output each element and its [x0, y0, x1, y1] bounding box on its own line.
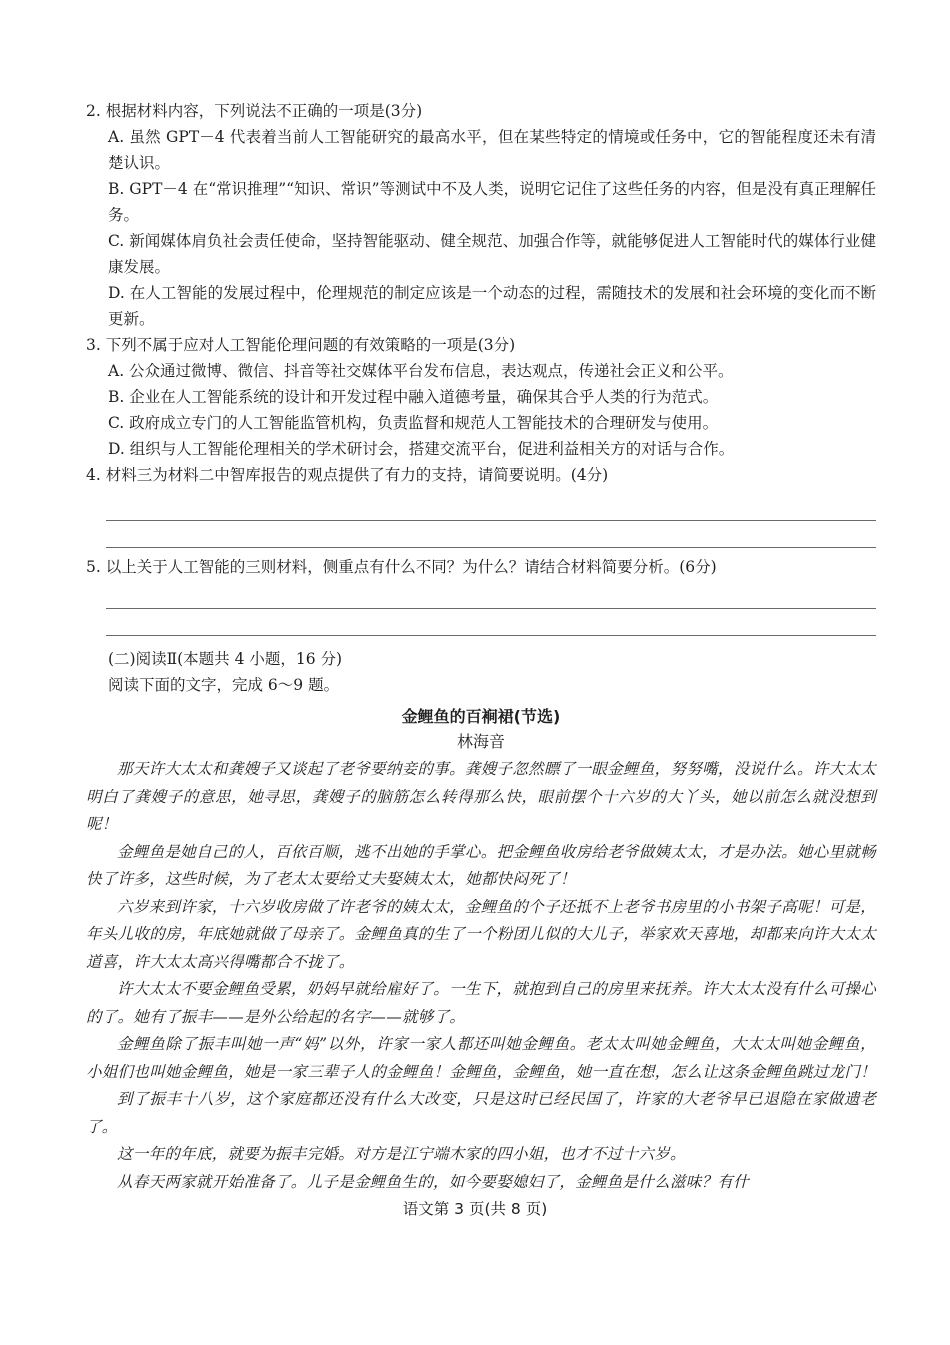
question-5-stem: 5. 以上关于人工智能的三则材料，侧重点有什么不同？为什么？请结合材料简要分析。(6分): [86, 558, 717, 576]
question-3-option-a: A. 公众通过微博、微信、抖音等社交媒体平台发布信息，表达观点，传递社会正义和公平。: [108, 362, 734, 380]
story-paragraph: 这一年的年底，就要为振丰完婚。对方是江宁端木家的四小姐，也才不过十六岁。: [117, 1145, 686, 1163]
story-author: 林海音: [456, 732, 505, 751]
story-paragraph: 许大太太不要金鲤鱼受累，奶妈早就给雇好了。一生下，就抱到自己的房里来抚养。许大太太没有什么可操心的了。她有了振丰——是外公给起的名字——就够了。: [86, 980, 876, 1026]
page-footer: 语文第 3 页(共 8 页): [402, 1200, 548, 1218]
question-3-option-c: C. 政府成立专门的人工智能监管机构，负责监督和规范人工智能技术的合理研发与使用。: [108, 414, 719, 432]
question-2-option-b: B. GPT－4 在“常识推理”“知识、常识”等测试中不及人类，说明它记住了这些任务的内容，但是没有真正理解任务。: [108, 180, 876, 224]
questions-section: [86, 98, 876, 636]
answer-line: [106, 547, 876, 548]
question-2-option-d: D. 在人工智能的发展过程中，伦理规范的制定应该是一个动态的过程，需随技术的发展和社会环境的变化而不断更新。: [108, 284, 876, 328]
story-paragraph: 六岁来到许家，十六岁收房做了许老爷的姨太太，金鲤鱼的个子还抵不上老爷书房里的小书架子高呢！可是，年头儿收的房，年底她就做了母亲了。金鲤鱼真的生了一个粉团儿似的大儿子，举家欢天喜地，却都来向许大太太道喜，许大太太高兴得嘴都合不拢了。: [86, 897, 877, 971]
story-paragraph: 到了振丰十八岁，这个家庭都还没有什么大改变，只是这时已经民国了，许家的大老爷早已退隐在家做遗老了。: [86, 1090, 876, 1136]
question-3-option-d: D. 组织与人工智能伦理相关的学术研讨会，搭建交流平台，促进利益相关方的对话与合作。: [108, 440, 735, 458]
story-paragraph: 金鲤鱼是她自己的人，百依百顺，逃不出她的手掌心。把金鲤鱼收房给老爷做姨太太，才是办法。她心里就畅快了许多，这些时候，为了老太太要给丈夫娶姨太太，她都快闷死了！: [86, 842, 876, 888]
story-paragraph: 从春天两家就开始准备了。儿子是金鲤鱼生的，如今要娶媳妇了，金鲤鱼是什么滋味？有什: [117, 1172, 750, 1191]
story-title: 金鲤鱼的百裥裙(节选): [401, 707, 561, 726]
story-paragraph: 那天许大太太和龚嫂子又谈起了老爷要纳妾的事。龚嫂子忽然瞟了一眼金鲤鱼，努努嘴，没说什么。许大太太明白了龚嫂子的意思，她寻思，龚嫂子的脑筋怎么转得那么快，眼前摆个十六岁的大丫头，她以前怎么就没想到呢！: [86, 760, 876, 833]
story-paragraph: 金鲤鱼除了振丰叫她一声“妈”以外，许家一家人都还叫她金鲤鱼。老太太叫她金鲤鱼，大太太叫她金鲤鱼，小姐们也叫她金鲤鱼，她是一家三辈子人的金鲤鱼！金鲤鱼，金鲤鱼，她一直在想，怎么让这条金鲤鱼跳过龙门！: [86, 1035, 877, 1081]
question-2-stem: 2. 根据材料内容，下列说法不正确的一项是(3分): [86, 102, 423, 120]
story-body: [86, 756, 876, 1196]
reading-section: [86, 646, 876, 1196]
section-title: (二)阅读Ⅱ(本题共 4 小题，16 分): [108, 650, 343, 668]
section-instruction: 阅读下面的文字，完成 6～9 题。: [108, 676, 340, 694]
answer-line: [106, 635, 876, 636]
question-3-option-b: B. 企业在人工智能系统的设计和开发过程中融入道德考量，确保其合乎人类的行为范式。: [108, 388, 719, 406]
question-3-stem: 3. 下列不属于应对人工智能伦理问题的有效策略的一项是(3分): [86, 336, 516, 354]
question-2-option-a: A. 虽然 GPT－4 代表着当前人工智能研究的最高水平，但在某些特定的情境或任务中，它的智能程度还未有清楚认识。: [108, 128, 876, 172]
question-4-stem: 4. 材料三为材料二中智库报告的观点提供了有力的支持，请简要说明。(4分): [86, 466, 609, 484]
question-2-option-c: C. 新闻媒体肩负社会责任使命，坚持智能驱动、健全规范、加强合作等，就能够促进人工智能时代的媒体行业健康发展。: [108, 232, 876, 276]
